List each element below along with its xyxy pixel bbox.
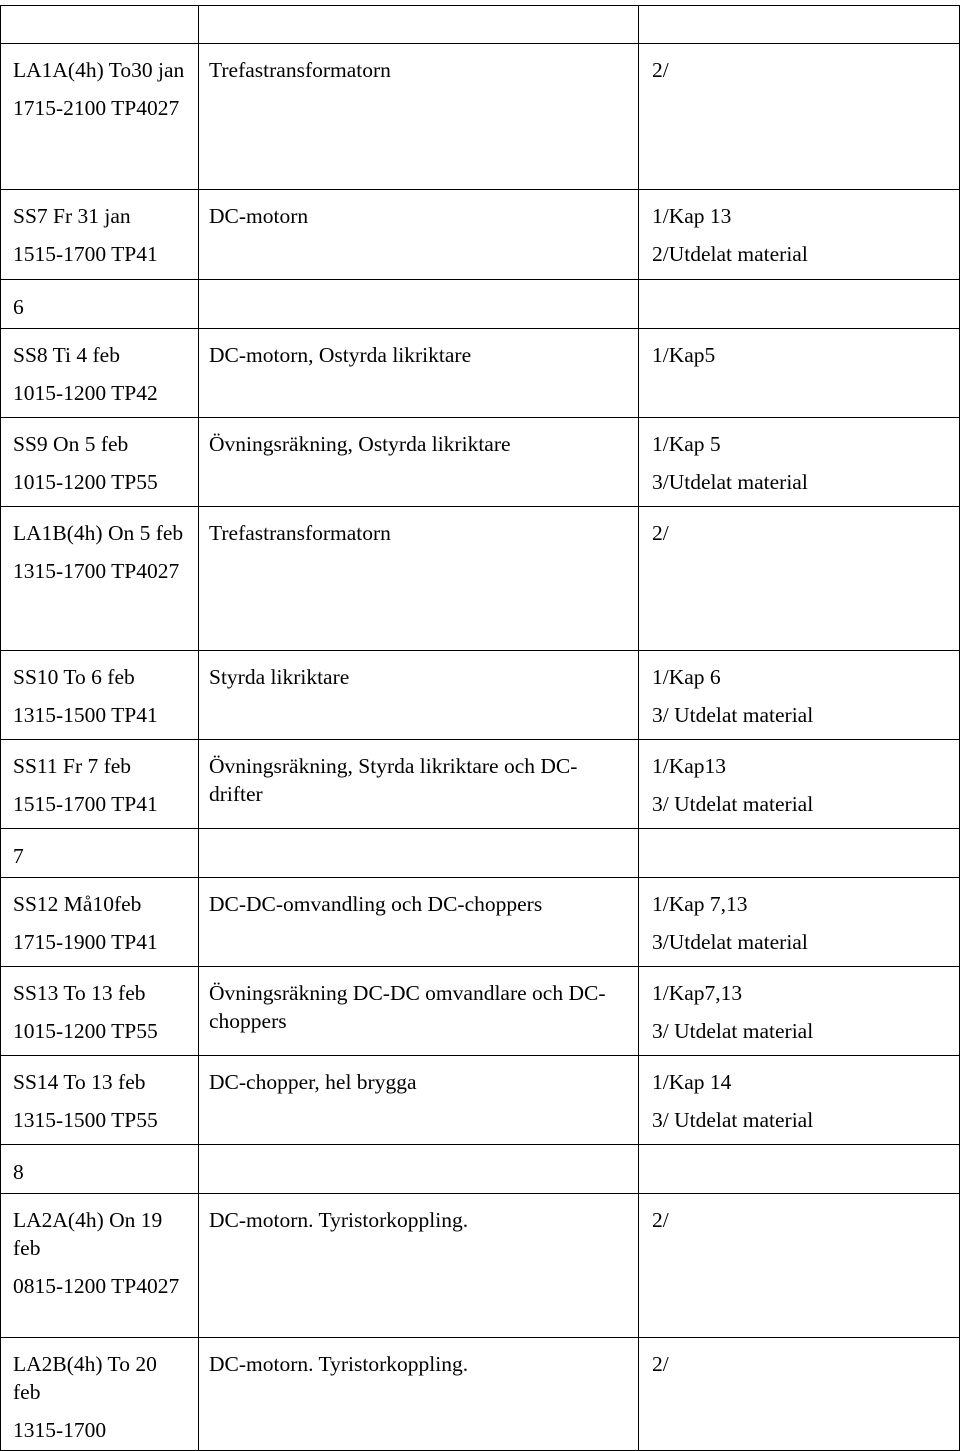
week-number-cell (1, 829, 199, 878)
topic-cell (199, 418, 639, 507)
week-row (1, 1145, 960, 1194)
session-time-room: 1515-1700 TP41 (13, 792, 158, 816)
session-row (1, 418, 960, 507)
session-code: SS11 Fr 7 feb (13, 754, 132, 778)
week-number: 6 (13, 295, 24, 319)
session-code: LA2A(4h) On 19 feb (13, 1208, 163, 1260)
topic-cell (199, 1056, 639, 1145)
schedule-body (1, 6, 960, 1451)
ref-cell (639, 651, 960, 740)
session-time-room: 1015-1200 TP42 (13, 381, 158, 405)
session-code: SS9 On 5 feb (13, 432, 129, 456)
session-topic: DC-DC-omvandling och DC-choppers (209, 892, 543, 916)
session-topic: Övningsräkning, Styrda likriktare och DC-drifter (209, 754, 578, 806)
reading-reference: 2/ (652, 58, 669, 82)
topic-cell (199, 829, 639, 878)
ref-cell (639, 44, 960, 190)
date-cell (1, 1338, 199, 1451)
reading-reference: 1/Kap13 (652, 754, 727, 778)
ref-cell (639, 967, 960, 1056)
session-topic: DC-chopper, hel brygga (209, 1070, 417, 1094)
reading-reference: 3/ Utdelat material (652, 1019, 814, 1043)
ref-cell (639, 1338, 960, 1451)
ref-cell (639, 329, 960, 418)
session-time-room: 1715-2100 TP4027 (13, 96, 180, 120)
ref-cell (639, 1145, 960, 1194)
week-number: 8 (13, 1160, 24, 1184)
reading-reference: 2/Utdelat material (652, 242, 808, 266)
session-time-room: 1315-1500 TP41 (13, 703, 158, 727)
session-topic: Trefastransformatorn (209, 521, 391, 545)
reading-reference: 2/ (652, 1208, 669, 1232)
topic-cell (199, 740, 639, 829)
session-time-room: 1015-1200 TP55 (13, 470, 158, 494)
topic-cell (199, 1145, 639, 1194)
session-topic: Styrda likriktare (209, 665, 350, 689)
reading-reference: 2/ (652, 521, 669, 545)
session-code: LA1B(4h) On 5 feb (13, 521, 184, 545)
reading-reference: 2/ (652, 1352, 669, 1376)
reading-reference: 1/Kap5 (652, 343, 716, 367)
reading-reference: 3/Utdelat material (652, 930, 808, 954)
topic-cell (199, 1194, 639, 1338)
session-code: SS13 To 13 feb (13, 981, 146, 1005)
session-code: SS8 Ti 4 feb (13, 343, 120, 367)
topic-cell (199, 507, 639, 651)
session-topic: DC-motorn, Ostyrda likriktare (209, 343, 472, 367)
date-cell (1, 1194, 199, 1338)
date-cell (1, 967, 199, 1056)
date-cell (1, 1056, 199, 1145)
session-row (1, 740, 960, 829)
reading-reference: 1/Kap 5 (652, 432, 721, 456)
topic-cell (199, 651, 639, 740)
session-code: LA1A(4h) To30 jan (13, 58, 185, 82)
session-time-room: 1515-1700 TP41 (13, 242, 158, 266)
session-row (1, 190, 960, 280)
session-row (1, 878, 960, 967)
session-code: SS10 To 6 feb (13, 665, 135, 689)
date-cell (1, 740, 199, 829)
date-cell (1, 651, 199, 740)
topic-cell (199, 329, 639, 418)
date-cell (1, 6, 199, 44)
session-topic: DC-motorn. Tyristorkoppling. (209, 1208, 469, 1232)
session-code: SS7 Fr 31 jan (13, 204, 131, 228)
session-topic: Övningsräkning, Ostyrda likriktare (209, 432, 511, 456)
reading-reference: 3/ Utdelat material (652, 703, 814, 727)
date-cell (1, 878, 199, 967)
session-topic: Övningsräkning DC-DC omvandlare och DC-choppers (209, 981, 606, 1033)
ref-cell (639, 1056, 960, 1145)
topic-cell (199, 967, 639, 1056)
session-row (1, 1194, 960, 1338)
session-time-room: 1715-1900 TP41 (13, 930, 158, 954)
session-row (1, 44, 960, 190)
topic-cell (199, 190, 639, 280)
session-time-room: 1315-1700 TP4027 (13, 559, 180, 583)
reading-reference: 1/Kap 6 (652, 665, 721, 689)
topic-cell (199, 6, 639, 44)
ref-cell (639, 418, 960, 507)
date-cell (1, 190, 199, 280)
week-number: 7 (13, 844, 24, 868)
topic-cell (199, 1338, 639, 1451)
ref-cell (639, 280, 960, 329)
session-time-room: 1015-1200 TP55 (13, 1019, 158, 1043)
session-code: LA2B(4h) To 20 feb (13, 1352, 157, 1404)
ref-cell (639, 190, 960, 280)
ref-cell (639, 507, 960, 651)
ref-cell (639, 1194, 960, 1338)
session-topic: Trefastransformatorn (209, 58, 391, 82)
ref-cell (639, 829, 960, 878)
date-cell (1, 329, 199, 418)
reading-reference: 1/Kap 13 (652, 204, 732, 228)
reading-reference: 1/Kap7,13 (652, 981, 743, 1005)
reading-reference: 3/ Utdelat material (652, 1108, 814, 1132)
date-cell (1, 507, 199, 651)
week-number-cell (1, 280, 199, 329)
session-topic: DC-motorn. Tyristorkoppling. (209, 1352, 469, 1376)
session-row (1, 1056, 960, 1145)
week-row (1, 829, 960, 878)
date-cell (1, 44, 199, 190)
date-cell (1, 418, 199, 507)
session-time-room: 0815-1200 TP4027 (13, 1274, 180, 1298)
week-number-cell (1, 1145, 199, 1194)
ref-cell (639, 6, 960, 44)
ref-cell (639, 740, 960, 829)
session-time-room: 1315-1500 TP55 (13, 1108, 158, 1132)
reading-reference: 3/Utdelat material (652, 470, 808, 494)
session-code: SS14 To 13 feb (13, 1070, 146, 1094)
session-row (1, 507, 960, 651)
session-row (1, 1338, 960, 1451)
session-time-room: 1315-1700 (13, 1418, 107, 1442)
session-code: SS12 Må10feb (13, 892, 142, 916)
session-row (1, 651, 960, 740)
header-row (1, 6, 960, 44)
topic-cell (199, 280, 639, 329)
reading-reference: 1/Kap 14 (652, 1070, 732, 1094)
session-topic: DC-motorn (209, 204, 309, 228)
reading-reference: 3/ Utdelat material (652, 792, 814, 816)
ref-cell (639, 878, 960, 967)
session-row (1, 967, 960, 1056)
week-row (1, 280, 960, 329)
reading-reference: 1/Kap 7,13 (652, 892, 748, 916)
topic-cell (199, 878, 639, 967)
session-row (1, 329, 960, 418)
topic-cell (199, 44, 639, 190)
schedule-table (0, 5, 960, 1451)
